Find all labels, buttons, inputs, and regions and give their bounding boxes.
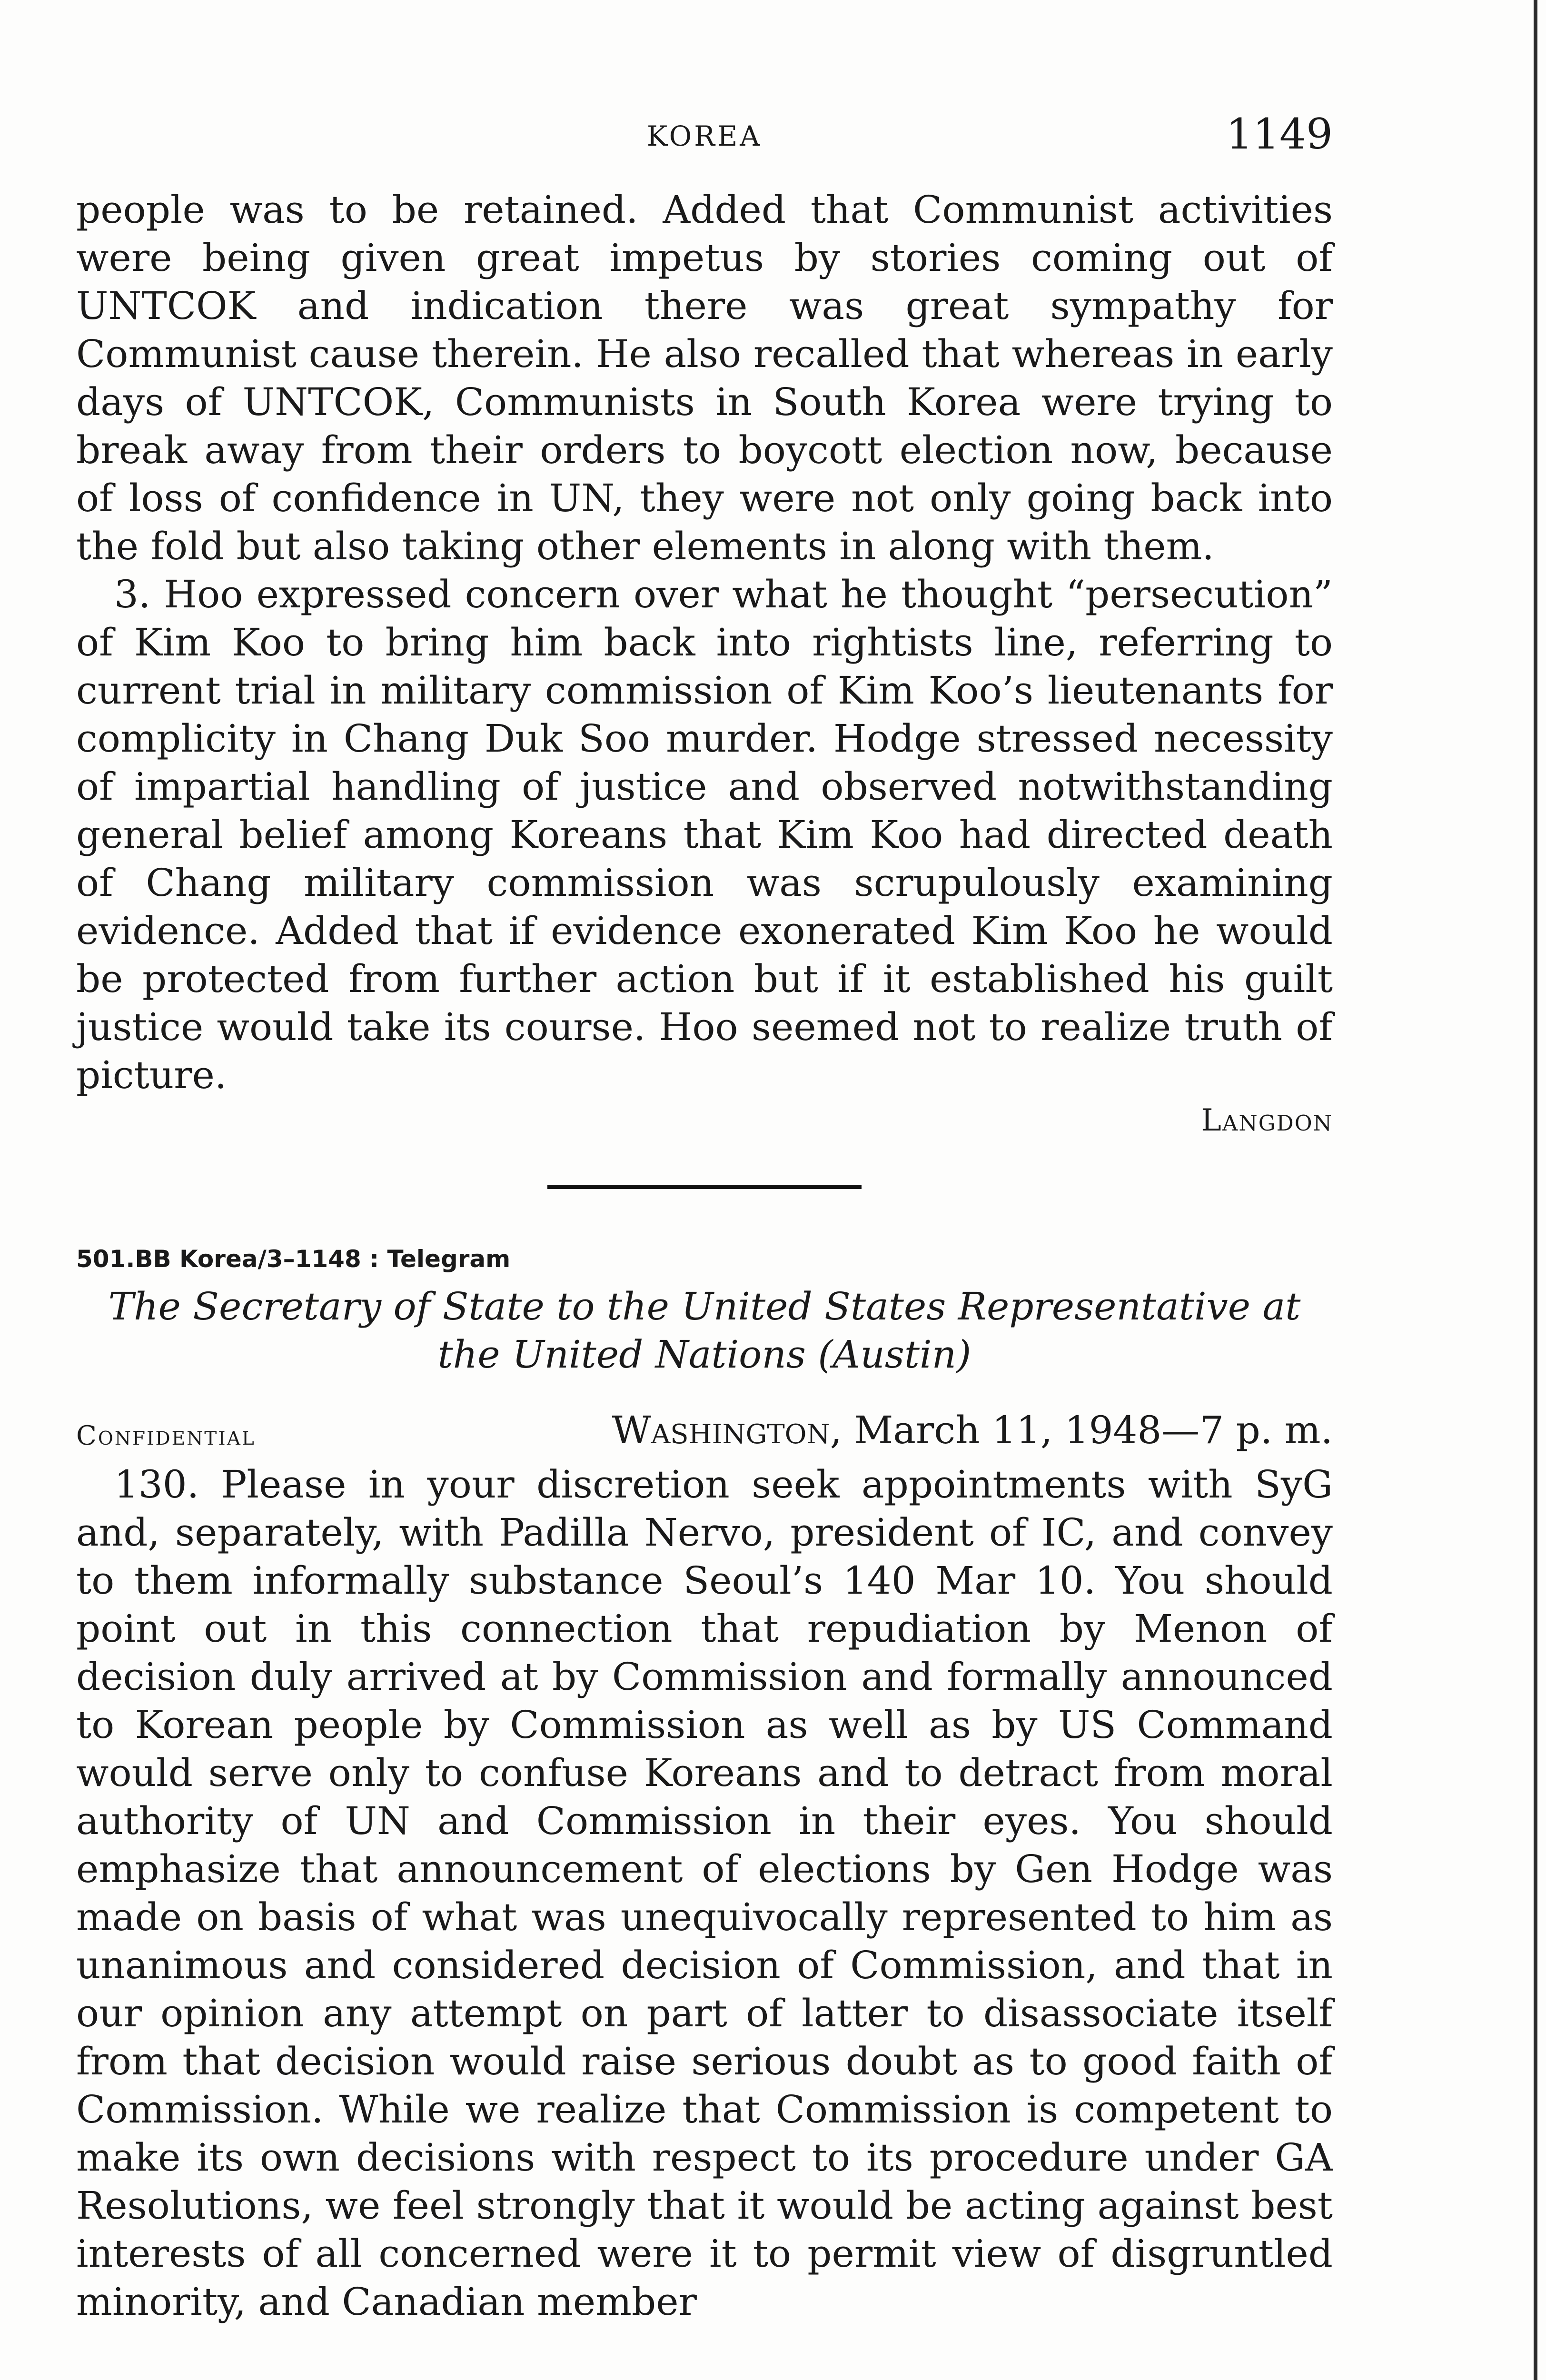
- signature: Langdon: [1201, 1103, 1333, 1138]
- page-edge-line: [1534, 0, 1537, 2380]
- date: March 11, 1948—7 p. m.: [842, 1408, 1333, 1452]
- classification: Confidential: [76, 1420, 256, 1451]
- place-date: [612, 1408, 1333, 1452]
- paragraph-130: 130. Please in your discretion seek appointments with SyG and, separately, with Padilla Nervo, president of IC, and convey to them informally substance Seoul’s 140 Mar 10. You should point out in this connection that repudiation by Menon of decision duly arrived at by Commission and formally announced to Korean people by Commission as well as by US Command would serve only to confuse Koreans and to detract from moral authority of UN and Commission in their eyes. You should emphasize that announcement of elections by Gen Hodge was made on basis of what was unequivocally represented to him as unanimous and considered decision of Commission, and that in our opinion any attempt on part of latter to disassociate itself from that decision would raise serious doubt as to good faith of Commission. While we realize that Commission is competent to make its own decisions with respect to its procedure under GA Resolutions, we feel strongly that it would be acting against best interests of all concerned were it to permit view of disgruntled minority, and Canadian member: [76, 1462, 1333, 2324]
- document-reference: 501.BB Korea/3–1148 : Telegram: [76, 1245, 511, 1273]
- page-header: [76, 105, 1333, 186]
- page-number: 1149: [1226, 109, 1333, 159]
- running-head: KOREA: [646, 120, 763, 152]
- section-divider: [547, 1185, 862, 1189]
- place: Washington,: [612, 1408, 842, 1452]
- document-title: The Secretary of State to the United States Representative at the United Nations (Austin): [108, 1284, 1301, 1377]
- page-content: [76, 105, 1333, 2326]
- paragraph-continued: people was to be retained. Added that Communist activities were being given great impetus by stories coming out of UNTCOK and indication there was great sympathy for Communist cause therein. He also recalled that whereas in early days of UNTCOK, Communists in South Korea were trying to break away from their orders to boycott election now, because of loss of confidence in UN, they were not only going back into the fold but also taking other elements in along with them.: [76, 188, 1333, 568]
- dateline: [76, 1408, 1333, 1460]
- paragraph-3: 3. Hoo expressed concern over what he thought “persecution” of Kim Koo to bring him back into rightists line, referring to current trial in military commission of Kim Koo’s lieutenants for complicity in Chang Duk Soo murder. Hodge stressed necessity of impartial handling of justice and observed notwithstanding general belief among Koreans that Kim Koo had directed death of Chang military commission was scrupulously examining evidence. Added that if evidence exonerated Kim Koo he would be protected from further action but if it established his guilt justice would take its course. Hoo seemed not to realize truth of picture.: [76, 572, 1333, 1097]
